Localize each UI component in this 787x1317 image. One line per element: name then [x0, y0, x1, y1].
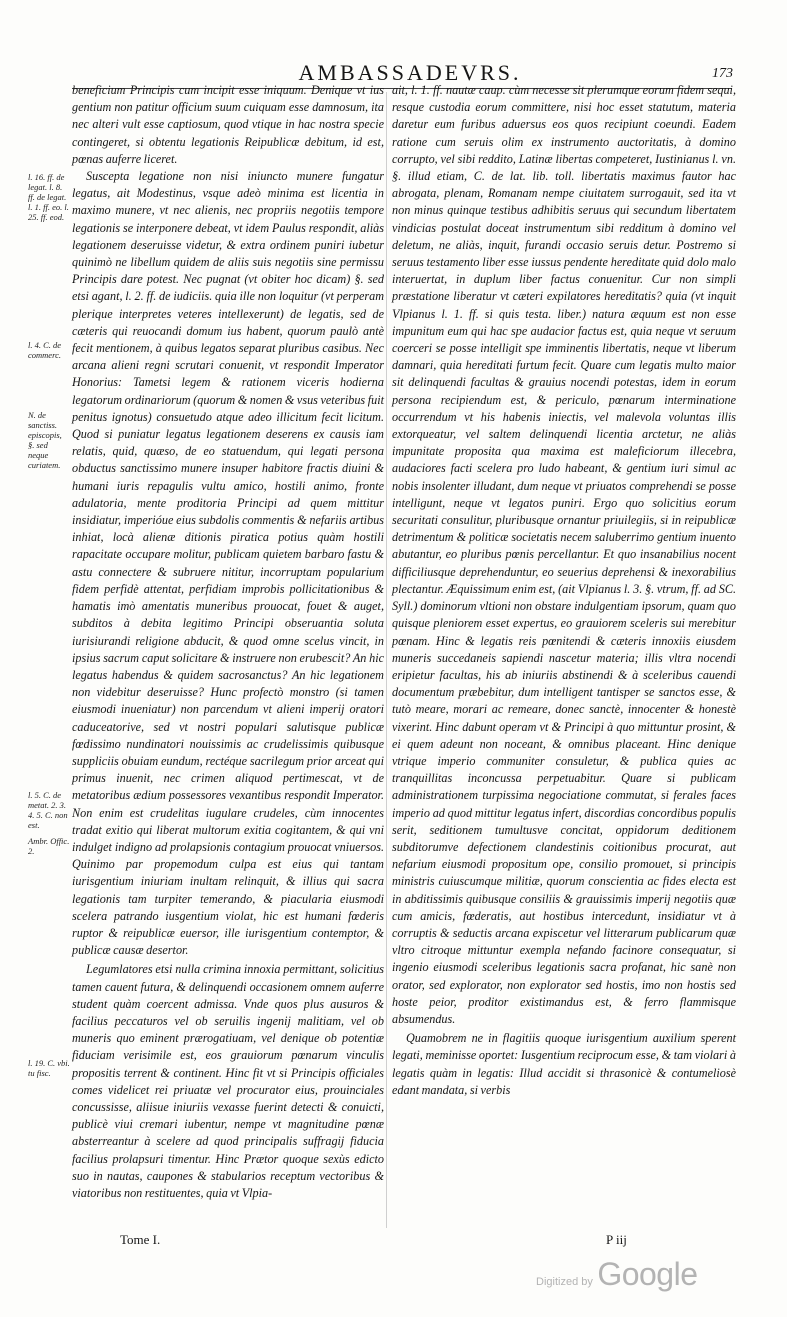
marginal-note: l. 19. C. vbi. tu fisc.	[28, 1058, 70, 1078]
left-paragraph-1: beneficium Principis cum incipit esse iniquum. Denique vt ius gentium non patitur officium suum cuiquam esse damnosum, ita nec alteri vult esse captiosum, quod vtique in hac nostra specie contingeret, si obtentu legationis Reipublicæ debitum, id est, pœnas auferre liceret.	[72, 83, 384, 166]
right-paragraph-1: ait, l. 1. ff. nautæ caup. cùm necesse sit plerumque eorum fidem sequi, resque custodia eorum committere, nisi hoc esset statutum, materia daretur eum furibus aduersus eos quos recipiunt coeundi. Eadem ratione cum seruis olim ex instrumento auctoritatis, à domino corrupto, vel sibi reddito, Latinæ libertas competeret, Iustinianus l. vn. §. illud etiam, C. de lat. lib. toll. libertatis maximus fautor hac abrogata, plenam, Romanam nempe ciuitatem surrogauit, sed ita vt non minus quinque testibus adhibitis seruus qui secundum libertatem vindicias postulat doceat instrumentum sibi redditum à domino vel deletum, ne aliàs, inquit, furandi occasio seruis detur. Postremo si seruus testamento liber esse iussus pendente hereditate quid dolo malo interuertat, in duplum liber factus conuenitur. Cur non simpli præstatione liberatur vt cæteri expilatores hereditatis? quia (vt inquit Vlpianus l. 1. ff. si quis testa. liber.) natura æquum est non esse impunitum eum qui hac spe audacior factus est, quia neque vt seruum coerceri se posse intelligit spe imminentis libertatis, neque vt liberum damnari, quia hereditati furtum fecit. Quare cum legatis multo maior sit delinquendi facultas & grauius nocendi potestas, idem in eorum persona recipiendum est, & periculo, pœnarum interminatione occurrendum vt his habenis iniectis, vel malevola voluntas illis extorqueatur, vel saltem delinquendi licentia arctetur, ne aliàs impunitate proposita qua maxima est maleficiorum illecebra, audaciores facti scelera pro ludo habeant, & gentium iuri simul ac nobis insolenter illudant, dum neque vt priuatos comprehendi se posse intelligunt, neque vt legatos puniri. Ergo quo solicitius eorum securitati consulitur, pluribusque ornantur priuilegiis, si in reipublicæ detrimentum & politicæ societatis necem saluberrimo gentium inuento abutantur, eo pluribus pœnis percellantur. Et quo insanabilius nocent difficiliusque deprehenduntur, eo seuerius deprehensi & inexorabilius plectantur. Æquissimum enim est, (ait Vlpianus l. 3. §. vtrum, ff. ad SC. Syll.) dominorum vltioni non obstare indulgentiam ipsorum, quam quo quisque pleniorem esset expertus, eo grauiorem sceleris sui merebitur pœnam. Hinc & legatis reis pœnitendi & cæteris innoxiis eiusdem muneris succedaneis sapiendi nascetur materia; illis vltra nocendi eripietur facultas, his ab iniuriis abstinendi & à sceleribus cauendi documentum præbebitur, dum intelligent tantisper se sanctos esse, & tutò meare, morari ac remeare, donec sanctè, innocenter & honestè vixerint. Hinc dabunt operam vt & Principi à quo mittuntur prosint, & ei quem adeunt non noceant, & omnibus placeant. Hinc denique vtrique imperio communiter consuletur, & publica quies ac tranquillitas inconcussa perpetuabitur. Quare si publicam administrationem turpissima negociatione commutat, si ferales faces imperio ad quod mittitur legatus infert, discordias concordibus populis serit, seditionem tumultusve concitat, oppidorum deditionem subditorumve defectionem clandestinis coitionibus procurat, aut nefarium eiusmodi propositum ope, consilio promouet, si principis ministris cuiuscumque militiæ, quorum conscientia ac fides electa est in abditissimis quibusque consiliis & grauissimis imperij negotiis quæ cum amicis, fœderatis, aut hostibus intercedunt, insidiatur vt à corruptis & seductis arcana expiscetur vel litterarum publicarum quæ vltro citroque mittuntur exempla nefando facinore consequatur, si ingenio eiusmodi sceleribus legationis sacra profanat, hic sanè non orator, sed explorator, non explorator sed hostis, imo non hostis sed hoste peior, proditor existimandus est, & ferro flammisque absumendus.	[392, 83, 736, 1026]
marginal-note: l. 5. C. de metat. 2. 3. 4. 5. C. non est.	[28, 790, 68, 830]
column-divider	[386, 92, 387, 1228]
marginal-note: l. 16. ff. de legat. l. 8. ff. de legat. l. 1. ff. eo. l. 25. ff. eod.	[28, 172, 69, 222]
running-title: AMBASSADEVRS.	[298, 60, 522, 85]
marginal-note: l. 4. C. de commerc.	[28, 340, 62, 360]
left-paragraph-3: Legumlatores etsi nulla crimina innoxia permittant, solicitius tamen cauent futura, & delinquendi occasionem omnem auferre student quàm coercent admissa. Vnde quos plus ausuros & facilius peccaturos vel ob seruilis ingenij malitiam, vel ob muneris quo eminent prærogatiuam, vel denique ob potentiæ fiduciam verisimile est, eos grauiorum pœnarum vinculis propositis terrent & continent. Hinc fit vt si Principis officiales comes videlicet rei priuatæ vel procurator eius, prouinciales concussisse, aliisue iniuriis vexasse fuerint detecti & conuicti, publicè viui cremari iubentur, nempe vt magnitudine pœnæ absterreantur à scelere ad quod principalis suffragij fiducia facilius prolapsuri timentur. Hinc Prætor quoque sexùs edicto suo in nautas, caupones & stabularios receptum vectoribus & viatoribus non restituentes, quia vt Vlpia-	[72, 962, 384, 1200]
google-logo-text: Google	[597, 1256, 698, 1292]
left-column	[72, 82, 384, 1202]
marginal-note: Ambr. Offic. 2.	[28, 836, 70, 856]
marginal-note: N. de sanctiss. episcopis, §. sed neque curiatem.	[28, 410, 62, 470]
right-paragraph-2: Quamobrem ne in flagitiis quoque iurisgentium auxilium sperent legati, meminisse oportet: Iusgentium reciprocum esse, & tam violari à legatis quàm in legatis: Illud accidit si thrasonicè & contumeliosè edant mandata, si verbis	[392, 1031, 736, 1097]
digitized-watermark	[536, 1256, 698, 1293]
right-column	[392, 82, 736, 1099]
page-number: 173	[712, 66, 733, 81]
volume-label: Tome I.	[120, 1232, 161, 1247]
left-paragraph-2: Suscepta legatione non nisi iniuncto munere fungatur legatus, ait Modestinus, vsque adeò minima est licentia in maximo munere, vt nec alienis, nec propriis negotiis tempore legationis se interponere debeat, vt idem Paulus respondit, aliàs legationem deseruisse videtur, & extra ordinem puniri iubetur quinimò ne libellum quidem de aliis suis negotiis sine permissu Principis dare potest. Nec pugnat (vt obiter hoc dicam) §. sed etsi agant, l. 2. ff. de iudiciis. quia ille non loquitur (vt perperam plerique interpretes veteres intellexerunt) de legatis, sed de cæteris qui reuocandi domum ius habent, quorum paulò antè fecit mentionem, à quibus legatos separat pluribus casibus. Nec arcana alieni regni scrutari conuenit, vt respondit Imperator Honorius: Tametsi legem & rationem viceris hodierna legatorum ordinariorum (quorum & nomen & vsus veteribus fuit penitus ignotus) consuetudo atque adeo illicitum fecit licitum. Quod si puniatur legatus legationem deserens ex causis iam relatis, quid, quæso, de eo statuendum, qui legati persona obductus sanctissimo munere insuper habitore fractis diuini & humani iuris repagulis vultu amico, hostili animo, fronte adulatoria, mente proditoria Principi ad quem mittitur insidiatur, imperióue eius subdolis commentis & nefariis artibus inhiat, locà alienæ ditionis piratica potius quàm hostili rapacitate occupare molitur, publicam quietem barbaro fastu & astu connectere & subruere nititur, incorruptam popularium fidem perfidè attentat, perfidiam improbis pollicitationibus & hamatis imò amentatis muneribus prouocat, fouet & auget, subditos à debita legitimo Principi obseruantia soluta iurisiurandi religione abducit, & quod omne scelus vincit, in ipsius sacrum caput solicitare & instruere non erubescit? An hic legatus habendus & quidem sacrosanctus? An hic legationem non videbitur deseruisse? Hunc profectò monstro (si tamen eiusmodi inueniatur) non parcendum vt alieni imperij oratori caduceatorive, sed vt nostri populari salutisque publicæ fœdissimo nundinatori nouissimis ac crudelissimis quibusque suppliciis obuiam eundum, rectéque sacrilegum prior arceat qui primus inuenit, nec crimen aliquod pertimescat, vt de metatoribus ædium possessores vexantibus respondit Imperator. Non enim est crudelitas iugulare crudeles, cùm innocentes tradat exitio qui liberat multorum exitia cogitantem, & qui vni indulget indigno ad prolapsionis contagium prouocat vniuersos. Quinimo par propemodum culpa est eius qui tantam iurisgentium iniuriam inultam relinquit, & illius qui sacra legationis tam turpiter temerando, & piacularia eiusmodi scelera patrando iusgentium violat, hic est humani fœderis ruptor & reipublicæ euersor, ille iurisgentium contemptor, & publicæ causæ desertor.	[72, 169, 384, 958]
watermark-prefix: Digitized by	[536, 1276, 593, 1288]
signature-mark: P iij	[606, 1232, 627, 1247]
